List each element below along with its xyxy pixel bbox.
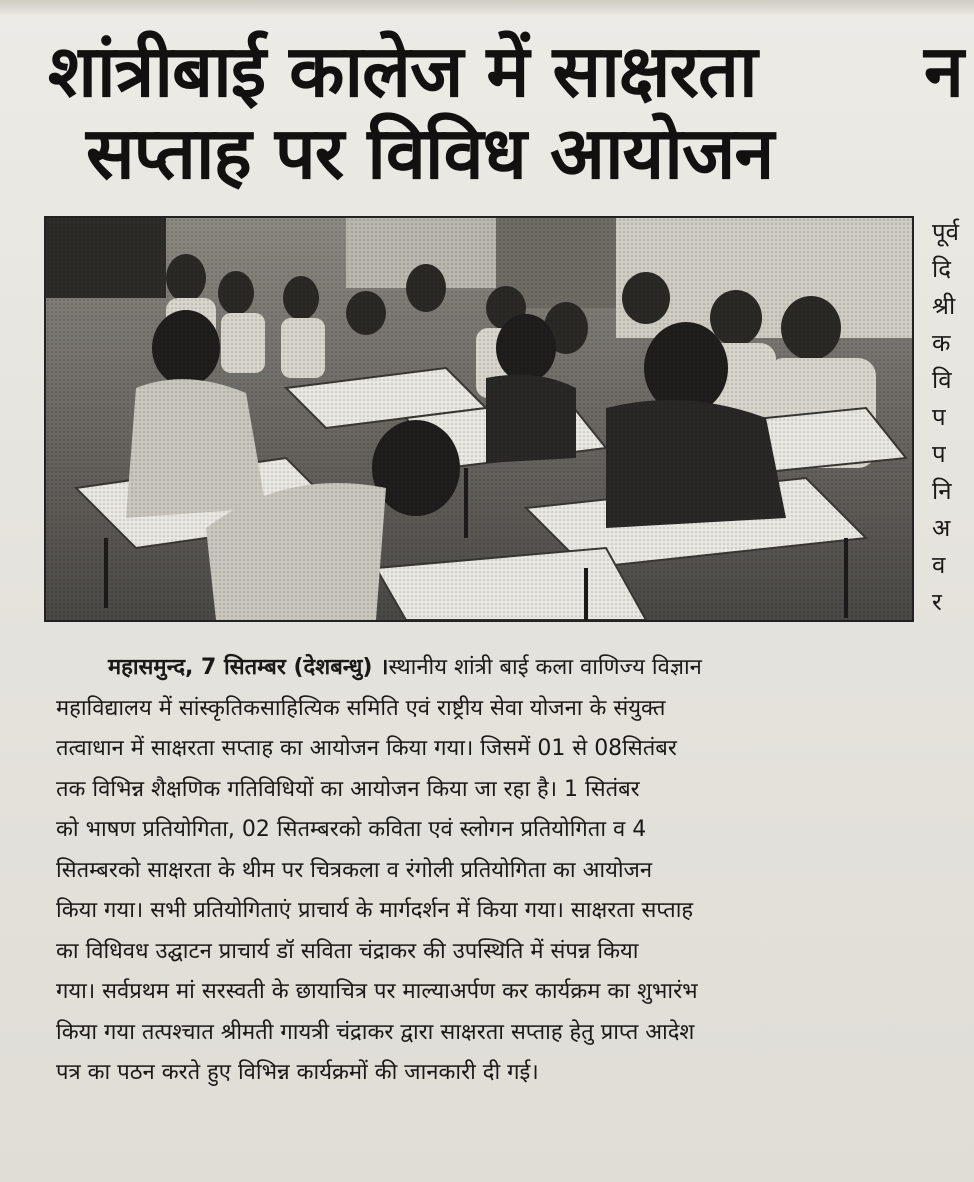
article-line: पत्र का पठन करते हुए विभिन्न कार्यक्रमों की जानकारी दी गई।: [56, 1060, 539, 1085]
article-line: तत्वाधान में साक्षरता सप्ताह का आयोजन किया गया। जिसमें 01 से 08सितंबर: [56, 736, 677, 761]
article-line: का विधिवध उद्घाटन प्राचार्य डॉ सविता चंद्राकर की उपस्थिति में संपन्न किया: [56, 938, 639, 964]
side-line: र: [932, 588, 942, 616]
classroom-photo: [44, 216, 914, 622]
headline-line-2: सप्ताह पर विविध आयोजन: [86, 111, 774, 195]
side-line: क: [932, 329, 951, 357]
dateline: महासमुन्द, 7 सितम्बर (देशबन्धु) ।: [108, 655, 389, 680]
torn-top-edge: [0, 0, 974, 14]
article-line: तक विभिन्न शैक्षणिक गतिविधियों का आयोजन किया जा रहा है। 1 सितंबर: [56, 776, 640, 802]
article-line: सितम्बरको साक्षरता के थीम पर चित्रकला व रंगोली प्रतियोगिता का आयोजन: [56, 857, 653, 883]
article-text: स्थानीय शांत्री बाई कला वाणिज्य विज्ञान: [388, 655, 702, 680]
side-line: दि: [932, 255, 951, 283]
headline-line-1: शांत्रीबाई कालेज में साक्षरता: [48, 29, 757, 113]
side-line: प: [932, 440, 946, 468]
side-line: प: [932, 403, 946, 431]
article-line: किया गया तत्पश्चात श्रीमती गायत्री चंद्राकर द्वारा साक्षरता सप्ताह हेतु प्राप्त आदेश: [56, 1019, 695, 1045]
article-line: [56, 648, 948, 689]
adjacent-column-fragment: [932, 214, 974, 621]
side-line: श्री: [932, 292, 956, 320]
side-line: वि: [932, 366, 952, 394]
adjacent-headline-fragment: न: [924, 29, 964, 113]
side-line: अ: [932, 514, 951, 542]
classroom-photo-icon: [46, 218, 912, 620]
side-line: नि: [932, 477, 952, 505]
article-line: किया गया। सभी प्रतियोगिताएं प्राचार्य के मार्गदर्शन में किया गया। साक्षरता सप्ताह: [56, 898, 694, 923]
side-line: व: [932, 551, 946, 579]
article-body: [56, 648, 948, 1094]
side-line: पूर्व: [932, 218, 959, 246]
article-line: महाविद्यालय में सांस्कृतिकसाहित्यिक समिति एवं राष्ट्रीय सेवा योजना के संयुक्त: [56, 695, 666, 721]
article-line: गया। सर्वप्रथम मां सरस्वती के छायाचित्र पर माल्याअर्पण कर कार्यक्रम का शुभारंभ: [56, 979, 698, 1004]
article-line: को भाषण प्रतियोगिता, 02 सितम्बरको कविता एवं स्लोगन प्रतियोगिता व 4: [56, 817, 647, 842]
